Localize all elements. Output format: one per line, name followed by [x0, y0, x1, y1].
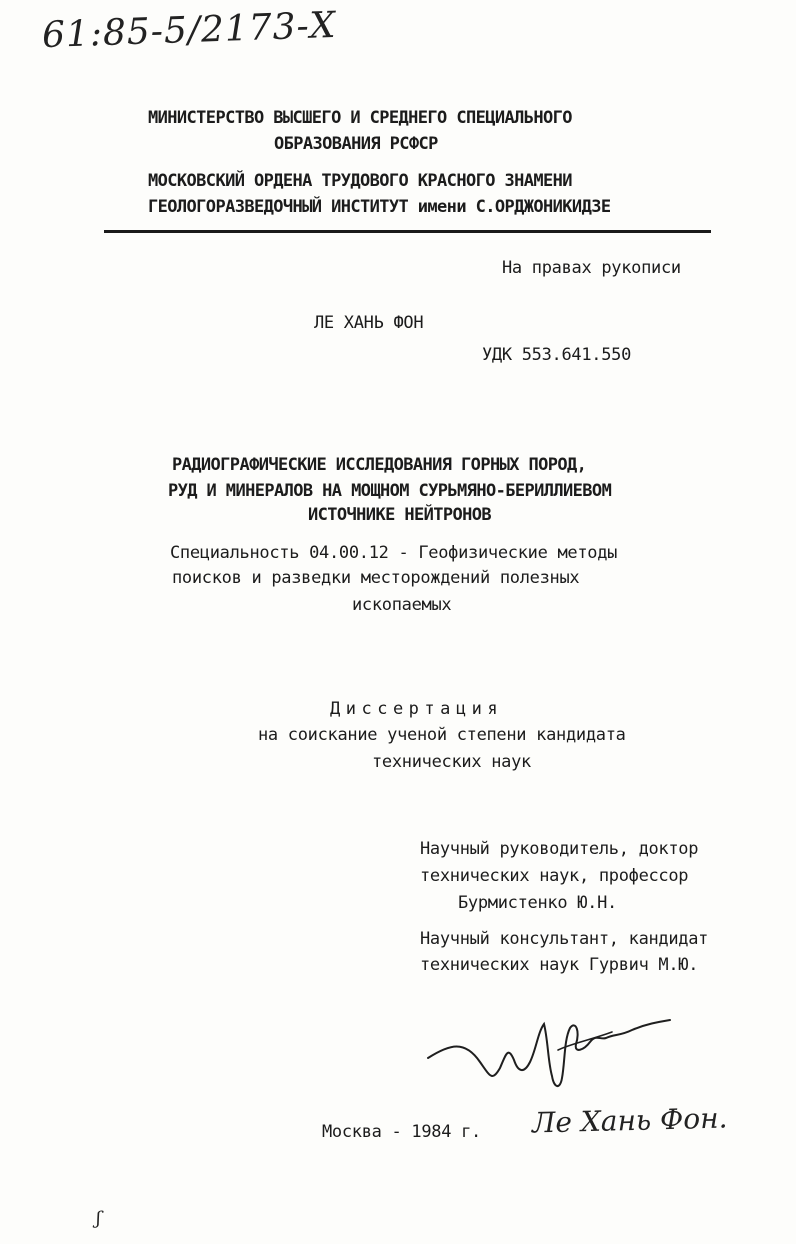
consultant-line-2: технических наук Гурвич М.Ю. — [420, 955, 699, 975]
institute-line-1: МОСКОВСКИЙ ОРДЕНА ТРУДОВОГО КРАСНОГО ЗНАМЕНИ — [148, 171, 572, 191]
dissertation-word: Диссертация — [330, 699, 504, 719]
ministry-line-2: ОБРАЗОВАНИЯ РСФСР — [274, 134, 438, 154]
title-line-1: РАДИОГРАФИЧЕСКИЕ ИССЛЕДОВАНИЯ ГОРНЫХ ПОРОД, — [172, 455, 587, 475]
title-line-2: РУД И МИНЕРАЛОВ НА МОЩНОМ СУРЬМЯНО-БЕРИЛЛИЕВОМ — [168, 481, 612, 501]
dissertation-line-2: на соискание ученой степени кандидата — [258, 725, 626, 745]
archive-note: 61:85-5/2173-Х — [41, 4, 337, 57]
supervisor-line-3: Бурмистенко Ю.Н. — [458, 893, 617, 913]
title-line-3: ИСТОЧНИКЕ НЕЙТРОНОВ — [308, 505, 492, 525]
specialty-line-1: Специальность 04.00.12 - Геофизические методы — [170, 543, 618, 563]
handwritten-author-name: Ле Хань Фон. — [531, 1101, 728, 1140]
specialty-line-3: ископаемых — [352, 595, 452, 615]
consultant-line-1: Научный консультант, кандидат — [420, 929, 709, 949]
author-signature — [420, 1010, 680, 1100]
dissertation-line-3: технических наук — [372, 752, 531, 772]
manuscript-rights: На правах рукописи — [502, 258, 681, 278]
author-name: ЛЕ ХАНЬ ФОН — [314, 313, 424, 333]
specialty-line-2: поисков и разведки месторождений полезных — [172, 568, 580, 588]
margin-mark: ʃ — [96, 1208, 101, 1229]
supervisor-line-2: технических наук, профессор — [420, 866, 689, 886]
place-and-year: Москва - 1984 г. — [322, 1122, 481, 1142]
ministry-line-1: МИНИСТЕРСТВО ВЫСШЕГО И СРЕДНЕГО СПЕЦИАЛЬНОГО — [148, 108, 572, 128]
institute-line-2: ГЕОЛОГОРАЗВЕДОЧНЫЙ ИНСТИТУТ имени С.ОРДЖОНИКИДЗЕ — [148, 197, 611, 217]
header-divider — [104, 230, 711, 233]
supervisor-line-1: Научный руководитель, доктор — [420, 839, 699, 859]
udk-code: УДК 553.641.550 — [482, 345, 632, 365]
